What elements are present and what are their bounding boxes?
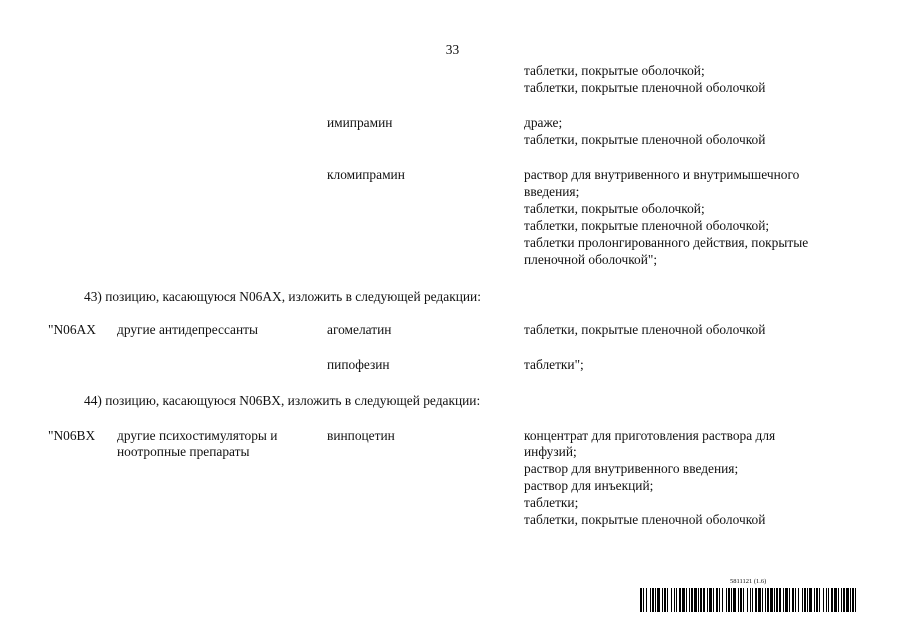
- dosage-form-line: таблетки пролонгированного действия, покрытые: [524, 235, 809, 250]
- dosage-form-line: таблетки, покрытые пленочной оболочкой: [524, 512, 766, 527]
- amendment-instruction: 44) позицию, касающуюся N06BX, изложить в следующей редакции:: [84, 393, 481, 408]
- drug-name: агомелатин: [327, 322, 392, 337]
- dosage-form-line: раствор для внутривенного введения;: [524, 461, 739, 476]
- page-number: 33: [445, 42, 460, 57]
- atc-group-name: другие антидепрессанты: [117, 322, 259, 337]
- amendment-instruction: 43) позицию, касающуюся N06AX, изложить в следующей редакции:: [84, 289, 481, 304]
- dosage-form-line: таблетки, покрытые оболочкой;: [524, 63, 705, 78]
- dosage-form-line: таблетки";: [524, 357, 584, 372]
- barcode-block: [640, 578, 856, 614]
- atc-code: "N06AX: [48, 322, 96, 337]
- dosage-form-line: таблетки, покрытые оболочкой;: [524, 201, 705, 216]
- dosage-form-line: таблетки, покрытые пленочной оболочкой: [524, 322, 766, 337]
- drug-name: имипрамин: [327, 115, 393, 130]
- atc-group-name: ноотропные препараты: [117, 444, 250, 459]
- dosage-form-line: концентрат для приготовления раствора для: [524, 428, 776, 443]
- atc-group-name: другие психостимуляторы и: [117, 428, 278, 443]
- barcode-icon: [640, 588, 856, 612]
- dosage-form-line: таблетки, покрытые пленочной оболочкой: [524, 80, 766, 95]
- dosage-form-line: введения;: [524, 184, 580, 199]
- dosage-form-line: раствор для инъекций;: [524, 478, 654, 493]
- dosage-form-line: таблетки;: [524, 495, 579, 510]
- atc-code: "N06BX: [48, 428, 96, 443]
- dosage-form-line: драже;: [524, 115, 563, 130]
- drug-name: кломипрамин: [327, 167, 405, 182]
- drug-name: винпоцетин: [327, 428, 395, 443]
- dosage-form-line: раствор для внутривенного и внутримышечного: [524, 167, 800, 182]
- dosage-form-line: таблетки, покрытые пленочной оболочкой: [524, 132, 766, 147]
- dosage-form-line: инфузий;: [524, 444, 577, 459]
- dosage-form-line: таблетки, покрытые пленочной оболочкой;: [524, 218, 770, 233]
- dosage-form-line: пленочной оболочкой";: [524, 252, 658, 267]
- barcode-id: 5811121 (1.6): [730, 578, 767, 585]
- drug-name: пипофезин: [327, 357, 390, 372]
